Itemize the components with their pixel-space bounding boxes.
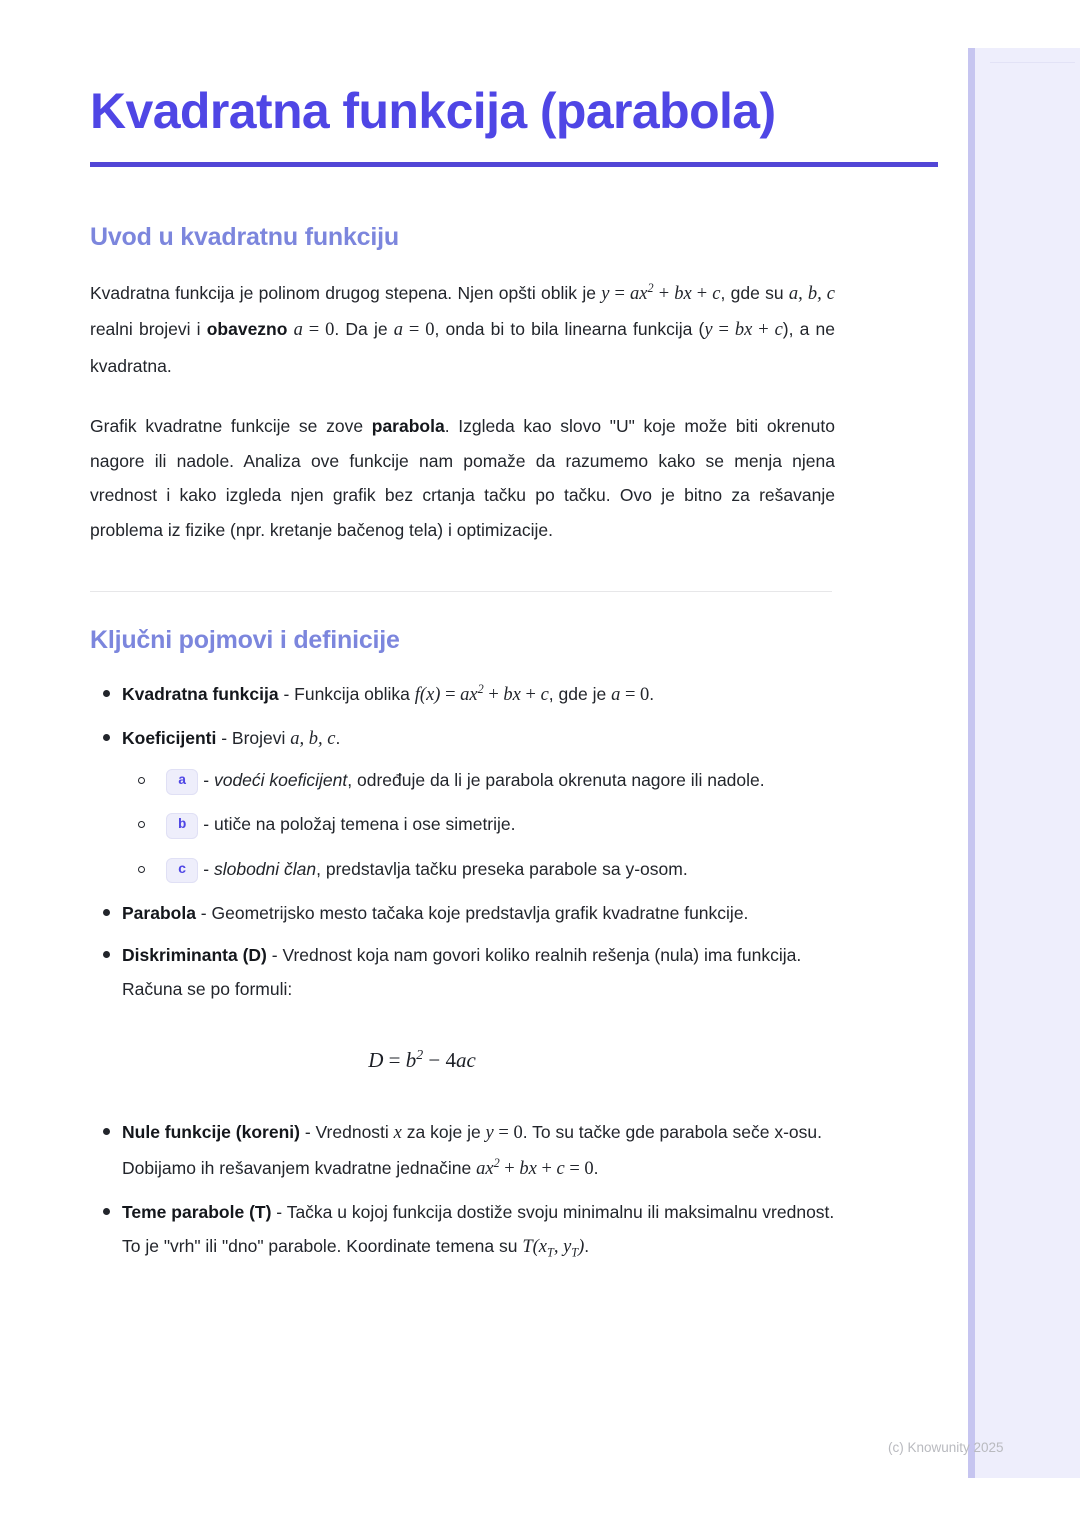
term-label: Diskriminanta (D) (122, 944, 267, 965)
term-text: Funkcija oblika (294, 684, 415, 705)
term-text: Vrednosti (315, 1122, 394, 1143)
math-general-form: $y = ax^2$ + bx + (601, 280, 713, 304)
math-linear-form: y = bx + c (704, 320, 783, 341)
list-item-parabola (90, 896, 852, 930)
sublist-item-b (122, 807, 866, 841)
term-label: Parabola (122, 902, 196, 923)
term-dash: - (271, 1202, 287, 1223)
list-item-koeficijenti (90, 721, 852, 885)
intro-paragraph-1: Kvadratna funkcija je polinom drugog stepena. Njen opšti oblik je $y = ax^2$ + bx + c, gde su a, b, c realni brojevi i obavezno a = 0. Da je a = 0, onda bi to bila linearna funkcija (y = bx + c), a ne kvadratna. (90, 280, 836, 376)
term-text: Vrednost koja nam govori koliko realnih rešenja (nula) ima funkcija. Računa se po formuli: (122, 944, 802, 999)
list-item-kvadratna-funkcija (90, 677, 852, 713)
term-label: Koeficijenti (122, 728, 217, 749)
term-text: Tačka u kojoj funkcija dostiže svoju minimalnu ili maksimalnu vrednost. To je "vrh" ili "dno" parabole. Koordinate temena su (122, 1202, 835, 1257)
formula-discriminant: $D = b^2 - 4ac$ (368, 1047, 476, 1073)
code-chip-a: a (166, 769, 198, 795)
term-text-end: . (584, 1236, 590, 1257)
bullet-circle-icon (138, 866, 145, 873)
math-abc: a, b, c (788, 284, 836, 304)
math-c-term: c (712, 284, 721, 304)
term-dash: - (299, 1122, 316, 1143)
math-x-var: x (393, 1123, 402, 1144)
section-divider (90, 591, 832, 592)
list-item-teme-parabole (90, 1195, 852, 1265)
term-text-mid: za koje je (401, 1122, 486, 1143)
bullet-disc-icon (103, 1128, 110, 1135)
term-dash: - (278, 684, 295, 705)
watermark: (c) Knowunity 2025 (888, 1440, 1004, 1455)
emphasis-parabola: parabola (371, 416, 445, 437)
sub-text-a: , određuje da li je parabola okrenuta nagore ili nadole. (347, 770, 765, 791)
term-label: Nule funkcije (koreni) (122, 1122, 300, 1143)
math-a-nonzero-2: a = 0 (611, 685, 650, 706)
sub-italic-a: vodeći koeficijent (213, 770, 348, 791)
bullet-disc-icon (103, 1208, 110, 1215)
code-chip-b: b (166, 813, 198, 839)
sub-dash: - (198, 814, 214, 835)
term-text: Brojevi (231, 728, 291, 749)
sub-text-c: , predstavlja tačku preseka parabole sa y-osom. (316, 858, 688, 879)
term-dash: - (216, 728, 232, 749)
bullet-disc-icon (103, 734, 110, 741)
side-panel-edge-bar (968, 48, 975, 1478)
sub-dash: - (198, 770, 214, 791)
side-panel-inner-line (990, 62, 1075, 63)
bullet-circle-icon (138, 777, 145, 784)
term-text-end: . (649, 684, 655, 705)
math-fx-form: $f(x) = ax^2$ + bx + c (414, 682, 549, 706)
decorative-side-panel (968, 48, 1080, 1478)
term-text-end: . (593, 1158, 599, 1179)
section-heading-pojmovi: Ključni pojmovi i definicije (90, 626, 400, 655)
term-label: Kvadratna funkcija (122, 684, 279, 705)
term-text-end: . (335, 728, 341, 749)
bullet-disc-icon (103, 951, 110, 958)
sub-dash: - (198, 858, 214, 879)
math-quadratic-equation: $ax^2$ + bx + c = 0 (476, 1155, 594, 1180)
math-y-zero: y = 0 (485, 1123, 523, 1144)
section-heading-uvod: Uvod u kvadratnu funkciju (90, 223, 399, 251)
page-title: Kvadratna funkcija (parabola) (90, 83, 776, 139)
term-dash: - (266, 944, 283, 965)
term-label: Teme parabole (T) (122, 1202, 272, 1223)
bullet-disc-icon (103, 909, 110, 916)
bullet-circle-icon (138, 821, 145, 828)
math-a-zero: a = 0 (393, 320, 435, 341)
math-abc-2: a, b, c (290, 729, 336, 750)
math-a-nonzero-1: a = 0 (293, 320, 335, 341)
key-terms-list (90, 677, 968, 1265)
coefficients-sublist (122, 763, 852, 885)
term-text: Geometrijsko mesto tačaka koje predstavlja grafik kvadratne funkcije. (211, 902, 749, 923)
sub-italic-c: slobodni član (213, 858, 317, 879)
math-vertex-coords: $T(x_T$, $y_T$) (522, 1237, 585, 1260)
sub-text-b: utiče na položaj temena i ose simetrije. (213, 814, 516, 835)
list-item-nule-funkcije (90, 1115, 852, 1187)
term-text-mid: , gde je (548, 684, 612, 705)
term-text-mid2: . To su tačke gde parabola seče x-osu. Dobijamo ih rešavanjem kvadratne jednačine (122, 1122, 823, 1179)
list-item-diskriminanta (90, 938, 852, 1081)
bullet-disc-icon (103, 690, 110, 697)
term-dash: - (195, 902, 212, 923)
sublist-item-c (122, 852, 866, 886)
code-chip-c: c (166, 858, 198, 884)
emphasis-obavezno: obavezno (206, 319, 288, 340)
sublist-item-a (122, 763, 866, 797)
intro-paragraph-2: Grafik kvadratne funkcije se zove parabola. Izgleda kao slovo "U" koje može biti okrenuto nagore ili nadole. Analiza ove funkcije nam pomaže da razumemo kako se menja njena vrednost i kako izgleda njen grafik bez crtanja tačku po tačku. Ovo je bitno za rešavanje problema iz fizike (npr. kretanje bačenog tela) i optimizacije. (90, 416, 835, 540)
title-underline-rule (90, 162, 938, 167)
